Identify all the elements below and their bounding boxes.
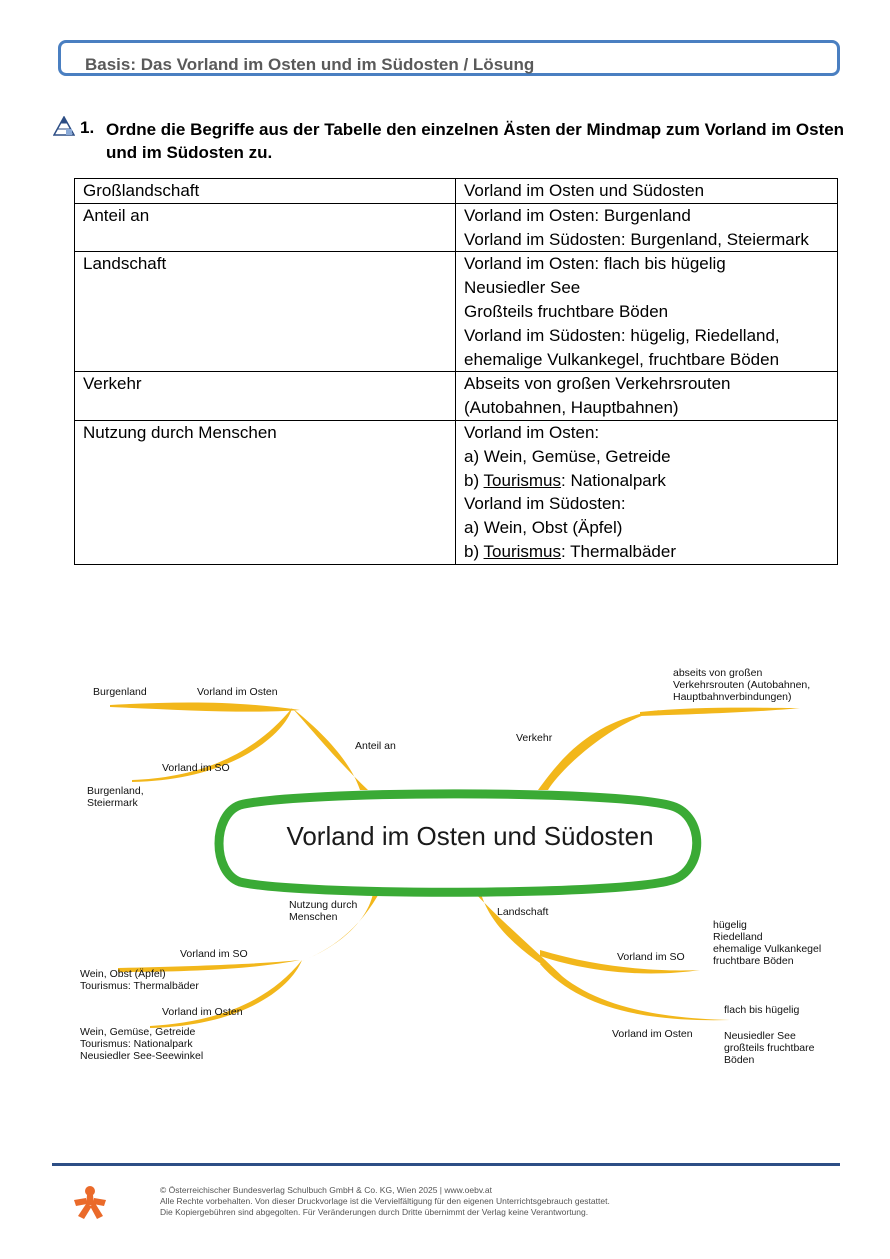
table-line: Vorland im Osten: Burgenland bbox=[464, 205, 691, 225]
header-box bbox=[58, 40, 840, 76]
list-marker: b) bbox=[464, 541, 484, 561]
mm-verkehr-value: Verkehrsrouten (Autobahnen, bbox=[673, 679, 811, 691]
table-line: a) Wein, Obst (Äpfel) bbox=[464, 518, 623, 538]
table-line: Abseits von großen Verkehrsrouten bbox=[464, 374, 731, 394]
mm-anteil-osten-value: Burgenland bbox=[93, 686, 147, 698]
table-row bbox=[75, 179, 838, 204]
list-marker: b) bbox=[464, 470, 484, 490]
publisher-logo-icon bbox=[70, 1183, 110, 1223]
table-line bbox=[464, 469, 829, 493]
tourismus-detail: : Thermalbäder bbox=[561, 541, 676, 561]
table-value bbox=[456, 372, 838, 421]
mm-verkehr-value: abseits von großen bbox=[673, 667, 763, 679]
table-line: Vorland im Osten: flach bis hügelig bbox=[464, 254, 726, 274]
mm-landschaft-osten-value: Böden bbox=[724, 1054, 755, 1066]
table-row bbox=[75, 203, 838, 252]
table-row bbox=[75, 372, 838, 421]
mm-anteil-so: Vorland im SO bbox=[162, 762, 230, 774]
mm-verkehr-label: Verkehr bbox=[516, 732, 553, 744]
table-term: Nutzung durch Menschen bbox=[75, 420, 456, 564]
mm-landschaft-so-value: Riedelland bbox=[713, 931, 763, 943]
tourismus-detail: : Nationalpark bbox=[561, 470, 666, 490]
footer-copyright bbox=[160, 1185, 610, 1218]
mm-nutzung-osten-value: Neusiedler See-Seewinkel bbox=[80, 1050, 204, 1062]
branch-verkehr-end bbox=[640, 708, 800, 716]
table-line: Vorland im Südosten: Burgenland, Steiermark bbox=[464, 229, 809, 249]
footer-divider bbox=[52, 1163, 840, 1166]
table-term: Landschaft bbox=[75, 252, 456, 372]
tourismus-word: Tourismus bbox=[483, 541, 562, 561]
footer-line: Alle Rechte vorbehalten. Von dieser Druckvorlage ist die Vervielfältigung für den eigenen Unterrichtsgebrauch gestattet. bbox=[160, 1196, 610, 1206]
mm-nutzung-label: Menschen bbox=[289, 911, 338, 923]
table-line: ehemalige Vulkankegel, fruchtbare Böden bbox=[464, 349, 780, 369]
mm-landschaft-label: Landschaft bbox=[497, 906, 549, 918]
mm-anteil-label: Anteil an bbox=[355, 740, 396, 752]
level-pyramid-icon bbox=[53, 116, 75, 136]
terms-table bbox=[74, 178, 838, 565]
mm-nutzung-osten: Vorland im Osten bbox=[162, 1006, 243, 1018]
mm-nutzung-so-value: Tourismus: Thermalbäder bbox=[80, 980, 199, 992]
table-line: Großteils fruchtbare Böden bbox=[464, 301, 669, 321]
page-title: Basis: Das Vorland im Osten und im Südosten / Lösung bbox=[85, 55, 535, 74]
table-line: (Autobahnen, Hauptbahnen) bbox=[464, 398, 679, 418]
table-term: Großlandschaft bbox=[75, 179, 456, 204]
task-instruction: Ordne die Begriffe aus der Tabelle den einzelnen Ästen der Mindmap zum Vorland im Osten und im Südosten zu. bbox=[106, 120, 845, 162]
table-line: Vorland im Südosten: bbox=[464, 494, 626, 514]
branch-landschaft-main bbox=[472, 890, 566, 980]
mindmap-branches bbox=[110, 703, 800, 1028]
table-line: a) Wein, Gemüse, Getreide bbox=[464, 446, 671, 466]
table-line: Vorland im Osten und Südosten bbox=[464, 181, 705, 200]
footer-line: Die Kopiergebühren sind abgegolten. Für Veränderungen durch Dritte übernimmt der Verlag keine Verantwortung. bbox=[160, 1207, 589, 1217]
mm-landschaft-so: Vorland im SO bbox=[617, 951, 685, 963]
mm-landschaft-osten-value: flach bis hügelig bbox=[724, 1004, 800, 1016]
task-number: 1. bbox=[80, 118, 95, 137]
footer-line: © Österreichischer Bundesverlag Schulbuch GmbH & Co. KG, Wien 2025 | www.oebv.at bbox=[160, 1185, 492, 1195]
table-line: Vorland im Südosten: hügelig, Riedelland, bbox=[464, 325, 780, 345]
table-value bbox=[456, 252, 838, 372]
table-value bbox=[456, 179, 838, 204]
mindmap-center-label: Vorland im Osten und Südosten bbox=[286, 821, 654, 851]
mm-anteil-so-value: Burgenland, bbox=[87, 785, 144, 797]
mm-anteil-so-value: Steiermark bbox=[87, 797, 138, 809]
mm-nutzung-so: Vorland im SO bbox=[180, 948, 248, 960]
table-term: Verkehr bbox=[75, 372, 456, 421]
table-line: Neusiedler See bbox=[464, 278, 581, 298]
mm-landschaft-so-value: ehemalige Vulkankegel bbox=[713, 943, 822, 955]
branch-anteil-osten bbox=[110, 703, 300, 712]
mm-nutzung-osten-value: Tourismus: Nationalpark bbox=[80, 1038, 193, 1050]
mm-landschaft-osten: Vorland im Osten bbox=[612, 1028, 693, 1040]
mm-verkehr-value: Hauptbahnverbindungen) bbox=[673, 691, 792, 703]
branch-verkehr-main bbox=[538, 710, 660, 790]
mm-nutzung-label: Nutzung durch bbox=[289, 899, 358, 911]
table-line: Vorland im Osten: bbox=[464, 422, 600, 442]
mm-landschaft-so-value: fruchtbare Böden bbox=[713, 955, 794, 967]
mindmap bbox=[0, 640, 890, 1080]
table-line bbox=[464, 540, 829, 564]
mm-landschaft-osten-value: großteils fruchtbare bbox=[724, 1042, 815, 1054]
table-value bbox=[456, 203, 838, 252]
table-value bbox=[456, 420, 838, 564]
mm-nutzung-so-value: Wein, Obst (Äpfel) bbox=[80, 968, 166, 980]
mm-anteil-osten: Vorland im Osten bbox=[197, 686, 278, 698]
table-row bbox=[75, 252, 838, 372]
table-row bbox=[75, 420, 838, 564]
mm-landschaft-osten-value: Neusiedler See bbox=[724, 1030, 796, 1042]
table-term: Anteil an bbox=[75, 203, 456, 252]
tourismus-word: Tourismus bbox=[483, 470, 562, 490]
mm-nutzung-osten-value: Wein, Gemüse, Getreide bbox=[80, 1026, 196, 1038]
mm-landschaft-so-value: hügelig bbox=[713, 919, 747, 931]
